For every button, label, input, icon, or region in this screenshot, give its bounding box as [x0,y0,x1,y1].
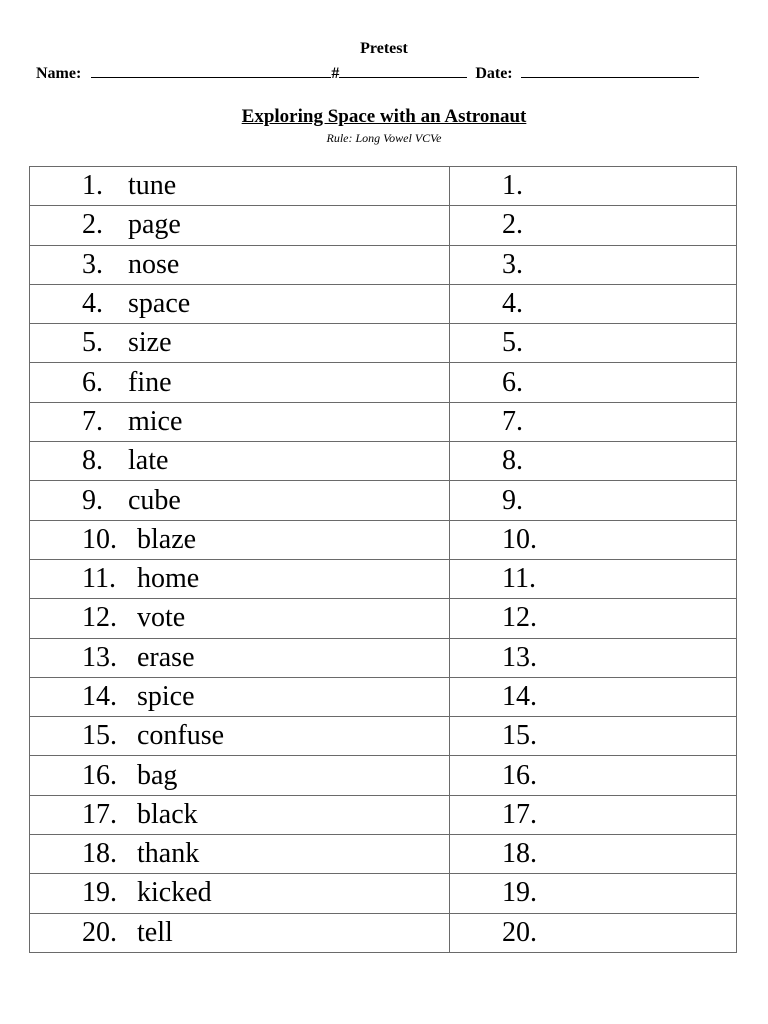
spelling-word: late [128,445,169,477]
table-row [30,363,737,402]
word-cell [30,167,450,206]
word-cell [30,363,450,402]
answer-cell[interactable] [450,284,737,323]
table-row [30,717,737,756]
word-number: 17. [82,798,117,830]
word-cell [30,638,450,677]
word-cell [30,874,450,913]
answer-cell[interactable] [450,874,737,913]
word-cell [30,520,450,559]
spelling-table [29,166,737,953]
table-row [30,167,737,206]
table-row [30,206,737,245]
word-number: 16. [82,759,117,791]
table-row [30,245,737,284]
answer-number: 5. [502,327,523,359]
answer-cell[interactable] [450,677,737,716]
word-number: 11. [82,563,116,595]
word-cell [30,284,450,323]
answer-cell[interactable] [450,245,737,284]
table-row [30,520,737,559]
spelling-word: spice [137,681,195,712]
word-number: 9. [82,484,103,516]
spelling-word: blaze [137,523,197,555]
spelling-word: size [128,327,172,359]
spelling-word: black [137,798,198,830]
date-blank[interactable] [521,63,699,78]
word-number: 1. [82,170,103,202]
answer-number: 8. [502,445,523,477]
answer-number: 13. [502,641,537,673]
answer-number: 12. [502,602,537,634]
worksheet-title: Exploring Space with an Astronaut [241,106,527,127]
answer-cell[interactable] [450,520,737,559]
spelling-word: nose [128,248,180,280]
answer-number: 20. [502,916,537,948]
spelling-word: tell [137,916,173,948]
word-number: 14. [82,681,117,712]
date-label: Date: [475,65,513,82]
word-number: 2. [82,209,103,241]
answer-cell[interactable] [450,363,737,402]
answer-cell[interactable] [450,913,737,952]
answer-cell[interactable] [450,442,737,481]
answer-cell[interactable] [450,638,737,677]
word-number: 12. [82,602,117,634]
table-row [30,481,737,520]
word-cell [30,206,450,245]
table-row [30,324,737,363]
answer-number: 14. [502,681,537,712]
word-cell [30,599,450,638]
spelling-word: confuse [137,720,225,752]
table-row [30,756,737,795]
word-cell [30,913,450,952]
table-row [30,913,737,952]
word-number: 4. [82,288,103,320]
answer-number: 6. [502,366,523,398]
word-number: 19. [82,877,117,909]
word-number: 18. [82,838,117,870]
spelling-word: home [137,563,200,595]
table-row [30,835,737,874]
spelling-word: page [128,209,181,241]
spelling-word: fine [128,366,172,398]
answer-number: 18. [502,838,537,870]
spelling-word: mice [128,405,183,437]
word-cell [30,481,450,520]
table-row [30,677,737,716]
answer-number: 16. [502,759,537,791]
word-number: 8. [82,445,103,477]
answer-cell[interactable] [450,324,737,363]
table-row [30,795,737,834]
answer-cell[interactable] [450,167,737,206]
word-number: 3. [82,248,103,280]
answer-cell[interactable] [450,795,737,834]
number-blank[interactable] [339,63,467,78]
word-number: 6. [82,366,103,398]
word-cell [30,559,450,598]
word-number: 7. [82,405,103,437]
word-cell [30,402,450,441]
page-heading: Pretest [360,40,408,57]
answer-cell[interactable] [450,756,737,795]
answer-cell[interactable] [450,599,737,638]
word-number: 5. [82,327,103,359]
spelling-word: thank [137,838,200,870]
word-cell [30,795,450,834]
word-number: 10. [82,523,117,555]
answer-cell[interactable] [450,402,737,441]
word-cell [30,677,450,716]
table-row [30,442,737,481]
answer-number: 19. [502,877,537,909]
answer-cell[interactable] [450,559,737,598]
answer-cell[interactable] [450,835,737,874]
answer-number: 1. [502,170,523,202]
answer-cell[interactable] [450,481,737,520]
word-cell [30,245,450,284]
student-info-line [36,63,736,84]
rule-subtitle: Rule: Long Vowel VCVe [326,131,442,145]
table-row [30,559,737,598]
table-row [30,874,737,913]
answer-cell[interactable] [450,206,737,245]
answer-number: 7. [502,405,523,437]
answer-number: 11. [502,563,536,595]
answer-cell[interactable] [450,717,737,756]
word-cell [30,835,450,874]
word-cell [30,717,450,756]
word-cell [30,324,450,363]
answer-number: 9. [502,484,523,516]
word-number: 15. [82,720,117,752]
spelling-word: kicked [137,877,212,909]
table-row [30,402,737,441]
spelling-word: vote [137,602,186,634]
answer-number: 2. [502,209,523,241]
answer-number: 15. [502,720,537,752]
answer-number: 17. [502,798,537,830]
word-number: 13. [82,641,117,673]
name-label: Name: [36,65,82,82]
number-label: # [331,65,340,82]
answer-number: 3. [502,248,523,280]
table-row [30,284,737,323]
word-cell [30,756,450,795]
table-row [30,599,737,638]
name-blank[interactable] [91,63,331,78]
word-cell [30,442,450,481]
answer-number: 10. [502,523,537,555]
spelling-word: bag [137,759,178,791]
word-number: 20. [82,916,117,948]
spelling-word: cube [128,484,181,516]
answer-number: 4. [502,288,523,320]
spelling-word: space [128,288,191,320]
table-row [30,638,737,677]
spelling-word: tune [128,170,177,202]
spelling-word: erase [137,641,195,673]
